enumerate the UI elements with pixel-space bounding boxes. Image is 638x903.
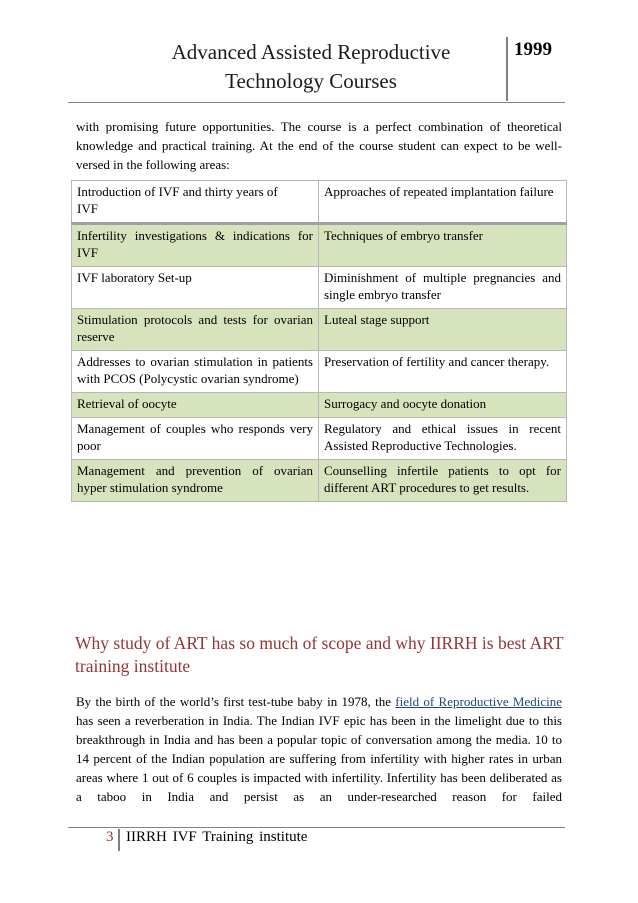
intro-paragraph: with promising future opportunities. The course is a perfect combination of theoretical knowledge and practical training. At the end of the course student can expect to be well-versed in the following areas: — [76, 119, 562, 172]
footer-text: IIRRH IVF Training institute — [126, 829, 308, 845]
table-cell-right: Approaches of repeated implantation failure — [319, 181, 567, 224]
table-row — [72, 224, 567, 267]
header-rule — [68, 102, 565, 103]
table-cell-left: Addresses to ovarian stimulation in patients with PCOS (Polycystic ovarian syndrome) — [72, 351, 319, 393]
cell-text-line2: IVF — [77, 201, 98, 216]
course-areas-table — [71, 180, 567, 502]
table-row — [72, 393, 567, 418]
table-cell-right: Luteal stage support — [319, 309, 567, 351]
table-cell-left: IVF laboratory Set-up — [72, 267, 319, 309]
table-cell-left: Stimulation protocols and tests for ovarian reserve — [72, 309, 319, 351]
footer-page-number: 3 — [106, 829, 114, 845]
table-row — [72, 418, 567, 460]
section-heading: Why study of ART has so much of scope and why IIRRH is best ART training institute — [75, 633, 564, 676]
table-row — [72, 181, 567, 224]
footer-rule — [68, 827, 565, 828]
table-cell-left: Retrieval of oocyte — [72, 393, 319, 418]
table-cell-right: Preservation of fertility and cancer therapy. — [319, 351, 567, 393]
table-cell-right: Surrogacy and oocyte donation — [319, 393, 567, 418]
header-title — [130, 38, 492, 96]
body-text-rest: has seen a reverberation in India. The Indian IVF epic has been in the limelight due to this breakthrough in India and has been a popular topic of conversation among the media. 10 to 14 percent of the Indian population are suffering from infertility with higher rates in urban areas where 1 out of 6 couples is impacted with infertility. Infertility has been deliberated as a taboo in India and persist as an under-researched reason for failed — [76, 713, 562, 804]
table-cell-left — [72, 181, 319, 224]
table-cell-left: Management and prevention of ovarian hyper stimulation syndrome — [72, 460, 319, 502]
header-title-line2: Technology Courses — [225, 69, 397, 93]
table-cell-right: Regulatory and ethical issues in recent Assisted Reproductive Technologies. — [319, 418, 567, 460]
cell-text: Introduction of IVF and thirty years of — [77, 184, 278, 199]
table-row — [72, 267, 567, 309]
body-text-start: By the birth of the world’s first test-tube baby in 1978, the — [76, 694, 396, 709]
footer-divider — [118, 829, 120, 851]
table-row — [72, 351, 567, 393]
body-paragraph — [76, 692, 562, 806]
header-title-line1: Advanced Assisted Reproductive — [171, 40, 451, 64]
table-cell-right: Counselling infertile patients to opt for different ART procedures to get results. — [319, 460, 567, 502]
table-cell-right: Diminishment of multiple pregnancies and single embryo transfer — [319, 267, 567, 309]
table-cell-right: Techniques of embryo transfer — [319, 224, 567, 267]
page-header — [68, 37, 565, 101]
reproductive-medicine-link[interactable]: field of Reproductive Medicine — [395, 694, 562, 709]
header-year: 1999 — [514, 39, 552, 60]
table-cell-left: Management of couples who responds very poor — [72, 418, 319, 460]
header-divider — [506, 37, 508, 101]
table-cell-left: Infertility investigations & indications for IVF — [72, 224, 319, 267]
table-row — [72, 460, 567, 502]
table-row — [72, 309, 567, 351]
